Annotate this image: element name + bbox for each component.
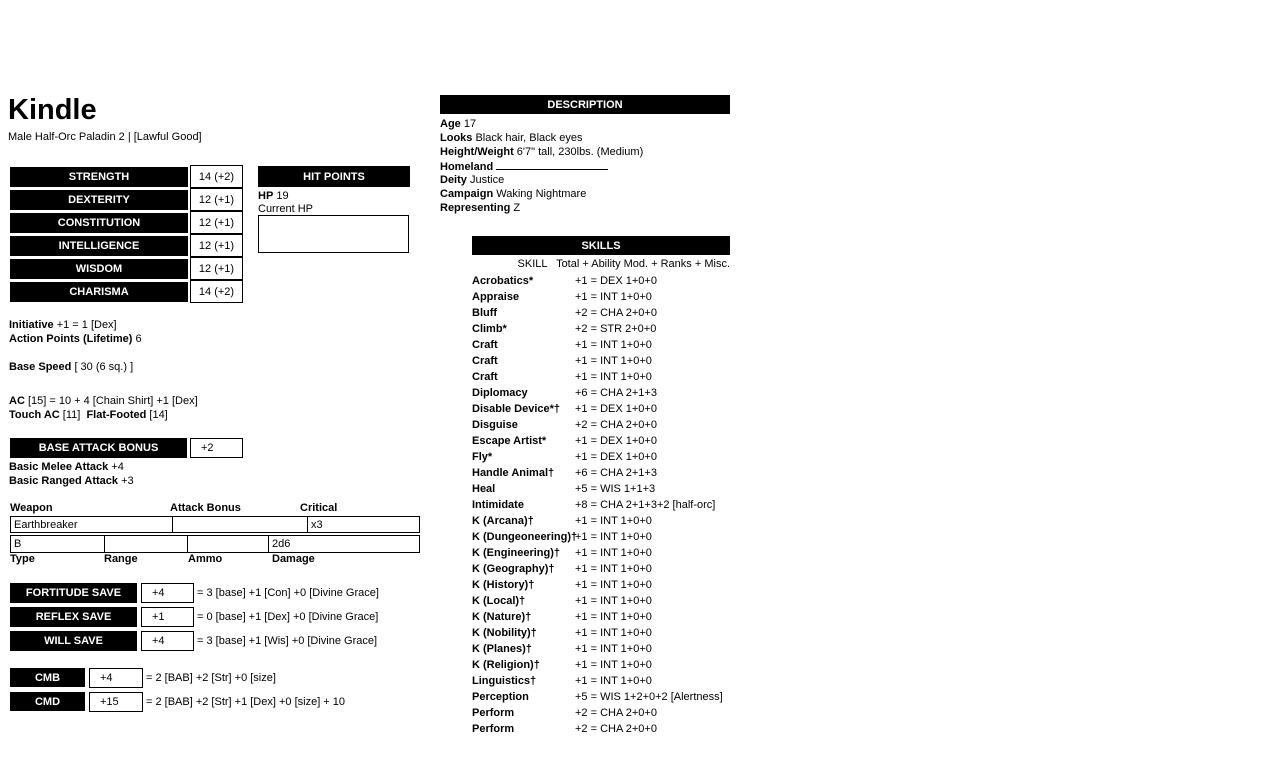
skill-name: Bluff (472, 307, 498, 319)
ability-score-box: 12 (+1) (190, 234, 243, 257)
weapon-type-cell: B (11, 536, 105, 552)
save-formula: = 3 [base] +1 [Wis] +0 [Divine Grace] (197, 635, 378, 647)
description-label: Homeland (440, 161, 494, 173)
skill-name: K (History)† (472, 579, 535, 591)
combat-maneuver-formula: = 2 [BAB] +2 [Str] +1 [Dex] +0 [size] + 10 (146, 696, 346, 708)
ability-name-bar: CONSTITUTION (10, 213, 188, 233)
skill-value: +1 = DEX 1+0+0 (575, 275, 657, 287)
skill-row (472, 625, 772, 641)
ability-name-bar: WISDOM (10, 259, 188, 279)
save-value-box: +4 (141, 583, 194, 603)
blank-underline (496, 159, 608, 170)
ability-score-box: 14 (+2) (190, 165, 243, 188)
action-points-line: Action Points (Lifetime) 6 (9, 333, 142, 345)
skill-value: +1 = DEX 1+0+0 (575, 435, 657, 447)
description-row (440, 201, 740, 215)
skill-value: +2 = CHA 2+0+0 (575, 307, 657, 319)
skill-name: Craft (472, 371, 498, 383)
weapon-range-cell (105, 536, 188, 552)
skill-row (472, 289, 772, 305)
combat-maneuver-name-bar: CMD (10, 692, 85, 711)
ac-line: AC [15] = 10 + 4 [Chain Shirt] +1 [Dex] (9, 395, 198, 407)
skill-row (472, 401, 772, 417)
skill-name: Craft (472, 339, 498, 351)
description-row (440, 187, 740, 201)
skill-value: +2 = STR 2+0+0 (575, 323, 657, 335)
hit-points-header: HIT POINTS (258, 166, 410, 187)
ability-score-box: 12 (+1) (190, 257, 243, 280)
weapon-ammo-cell (188, 536, 269, 552)
skill-row (472, 577, 772, 593)
skill-value: +1 = INT 1+0+0 (575, 355, 652, 367)
skill-row (472, 705, 772, 721)
ability-name-bar: INTELLIGENCE (10, 236, 188, 256)
basic-melee-line: Basic Melee Attack +4 (9, 461, 124, 473)
weapon-name-cell: Earthbreaker (11, 517, 173, 532)
save-name-bar: REFLEX SAVE (10, 607, 137, 627)
description-row (440, 159, 740, 173)
skill-value: +2 = CHA 2+0+0 (575, 723, 657, 735)
ability-row (10, 166, 244, 189)
skill-value: +2 = CHA 2+0+0 (575, 707, 657, 719)
ability-name-bar: CHARISMA (10, 282, 188, 302)
skill-value: +8 = CHA 2+1+3+2 [half-orc] (575, 499, 716, 511)
skill-row (472, 529, 772, 545)
skill-row (472, 449, 772, 465)
skill-row (472, 657, 772, 673)
skill-value: +1 = INT 1+0+0 (575, 579, 652, 591)
skill-name: Craft (472, 355, 498, 367)
save-formula: = 0 [base] +1 [Dex] +0 [Divine Grace] (197, 611, 379, 623)
description-row (440, 131, 740, 145)
skill-value: +1 = INT 1+0+0 (575, 611, 652, 623)
base-attack-bonus-bar: BASE ATTACK BONUS (10, 438, 187, 458)
combat-maneuvers-table (10, 668, 430, 716)
abilities-table (10, 166, 244, 304)
description-label: Age (440, 118, 461, 130)
skill-value: +6 = CHA 2+1+3 (575, 467, 657, 479)
description-list (440, 117, 740, 215)
skill-row (472, 721, 772, 737)
ability-row (10, 235, 244, 258)
skill-row (472, 337, 772, 353)
weapon-col-label: Weapon (10, 502, 53, 514)
description-label: Deity (440, 174, 467, 186)
hp-line (258, 189, 289, 203)
combat-maneuver-value-box: +15 (89, 692, 143, 712)
attack-bonus-col-label: Attack Bonus (170, 502, 241, 514)
weapon-row (10, 516, 420, 533)
ability-name-bar: DEXTERITY (10, 190, 188, 210)
combat-maneuver-value-box: +4 (89, 668, 143, 688)
skills-list (472, 273, 772, 737)
critical-col-label: Critical (300, 502, 338, 514)
range-col-label: Range (104, 553, 138, 565)
skill-name: Diplomacy (472, 387, 528, 399)
page-title: Kindle (8, 94, 97, 126)
skill-value: +1 = INT 1+0+0 (575, 595, 652, 607)
skill-name: Acrobatics* (472, 275, 534, 287)
description-label: Campaign (440, 188, 494, 200)
skill-row (472, 689, 772, 705)
ability-row (10, 281, 244, 304)
weapon-attack-bonus-cell (173, 517, 308, 532)
base-attack-bonus-box: +2 (190, 438, 243, 458)
skill-value: +1 = INT 1+0+0 (575, 339, 652, 351)
basic-ranged-line: Basic Ranged Attack +3 (9, 475, 134, 487)
type-col-label: Type (10, 553, 35, 565)
description-value: 17 (463, 118, 477, 130)
skill-name: Appraise (472, 291, 520, 303)
skill-name: K (Religion)† (472, 659, 540, 671)
hp-label: HP (258, 190, 274, 202)
skill-value: +1 = INT 1+0+0 (575, 371, 652, 383)
combat-maneuver-formula: = 2 [BAB] +2 [Str] +0 [size] (146, 672, 276, 684)
skill-value: +1 = INT 1+0+0 (575, 659, 652, 671)
skill-name: Disguise (472, 419, 518, 431)
skill-row (472, 369, 772, 385)
skill-name: Fly* (472, 451, 493, 463)
touch-flatfooted-line: Touch AC [11] Flat-Footed [14] (9, 409, 168, 421)
skill-name: K (Nobility)† (472, 627, 537, 639)
skill-row (472, 273, 772, 289)
description-value: Justice (469, 174, 505, 186)
skill-row (472, 321, 772, 337)
skill-name: K (Local)† (472, 595, 526, 607)
skill-value: +1 = INT 1+0+0 (575, 531, 652, 543)
skill-value: +1 = INT 1+0+0 (575, 515, 652, 527)
save-name-bar: FORTITUDE SAVE (10, 583, 137, 603)
current-hp-label: Current HP (258, 203, 314, 215)
skill-name: K (Nature)† (472, 611, 532, 623)
description-header: DESCRIPTION (440, 95, 730, 114)
skill-name: K (Arcana)† (472, 515, 534, 527)
description-label: Height/Weight (440, 146, 514, 158)
skill-value: +5 = WIS 1+1+3 (575, 483, 656, 495)
damage-col-label: Damage (272, 553, 315, 565)
ability-score-box: 14 (+2) (190, 280, 243, 303)
description-value: Z (513, 202, 521, 214)
save-value-box: +4 (141, 631, 194, 651)
skill-value: +5 = WIS 1+2+0+2 [Alertness] (575, 691, 723, 703)
skill-value: +2 = CHA 2+0+0 (575, 419, 657, 431)
skill-value: +1 = INT 1+0+0 (575, 675, 652, 687)
skill-row (472, 641, 772, 657)
skill-name: Disable Device*† (472, 403, 561, 415)
ability-name-bar: STRENGTH (10, 167, 188, 187)
description-value: Waking Nightmare (496, 188, 587, 200)
skill-name: K (Dungeoneering)† (472, 531, 578, 543)
description-value: 6'7" tall, 230lbs. (Medium) (516, 146, 644, 158)
skills-column-header: SKILL Total + Ability Mod. + Ranks + Misc. (517, 258, 730, 270)
skill-value: +1 = INT 1+0+0 (575, 291, 652, 303)
skill-row (472, 305, 772, 321)
skill-row (472, 481, 772, 497)
skill-value: +6 = CHA 2+1+3 (575, 387, 657, 399)
skill-row (472, 417, 772, 433)
skill-name: Handle Animal† (472, 467, 555, 479)
combat-maneuver-row (10, 692, 430, 716)
skill-name: K (Geography)† (472, 563, 555, 575)
skill-row (472, 545, 772, 561)
skill-row (472, 385, 772, 401)
ammo-col-label: Ammo (188, 553, 223, 565)
skill-row (472, 497, 772, 513)
skill-name: K (Planes)† (472, 643, 532, 655)
skill-value: +1 = INT 1+0+0 (575, 547, 652, 559)
skills-header: SKILLS (472, 236, 730, 255)
skill-value: +1 = INT 1+0+0 (575, 627, 652, 639)
save-row (10, 631, 430, 655)
skill-value: +1 = DEX 1+0+0 (575, 451, 657, 463)
description-row (440, 117, 740, 131)
skill-value: +1 = DEX 1+0+0 (575, 403, 657, 415)
skill-row (472, 593, 772, 609)
weapon-critical-cell: x3 (311, 518, 323, 531)
base-speed-line: Base Speed [ 30 (6 sq.) ] (9, 361, 134, 373)
weapon-detail-row (10, 535, 420, 553)
hp-value: 19 (276, 190, 289, 202)
ability-row (10, 212, 244, 235)
skill-value: +1 = INT 1+0+0 (575, 563, 652, 575)
skill-value: +1 = INT 1+0+0 (575, 643, 652, 655)
save-row (10, 583, 430, 607)
ability-row (10, 258, 244, 281)
character-subtitle: Male Half-Orc Paladin 2 | [Lawful Good] (8, 131, 202, 143)
ability-score-box: 12 (+1) (190, 211, 243, 234)
skill-name: Perform (472, 707, 515, 719)
initiative-line: Initiative +1 = 1 [Dex] (9, 319, 117, 331)
skill-name: Heal (472, 483, 496, 495)
description-row (440, 173, 740, 187)
description-row (440, 145, 740, 159)
description-label: Looks (440, 132, 473, 144)
save-row (10, 607, 430, 631)
ability-row (10, 189, 244, 212)
skill-name: Linguistics† (472, 675, 537, 687)
skill-row (472, 673, 772, 689)
skill-row (472, 465, 772, 481)
skill-name: K (Engineering)† (472, 547, 561, 559)
skill-row (472, 513, 772, 529)
skill-row (472, 433, 772, 449)
saves-table (10, 583, 430, 655)
skill-row (472, 353, 772, 369)
skill-row (472, 561, 772, 577)
ability-score-box: 12 (+1) (190, 188, 243, 211)
skill-name: Climb* (472, 323, 507, 335)
description-value: Black hair, Black eyes (475, 132, 583, 144)
description-label: Representing (440, 202, 511, 214)
skill-name: Intimidate (472, 499, 524, 511)
skill-name: Perception (472, 691, 529, 703)
skill-name: Perform (472, 723, 515, 735)
skill-row (472, 609, 772, 625)
combat-maneuver-name-bar: CMB (10, 668, 85, 687)
save-name-bar: WILL SAVE (10, 631, 137, 651)
weapon-damage-cell: 2d6 (272, 538, 291, 550)
save-formula: = 3 [base] +1 [Con] +0 [Divine Grace] (197, 587, 379, 599)
combat-maneuver-row (10, 668, 430, 692)
skill-name: Escape Artist* (472, 435, 547, 447)
save-value-box: +1 (141, 607, 194, 627)
current-hp-box[interactable] (258, 215, 409, 253)
